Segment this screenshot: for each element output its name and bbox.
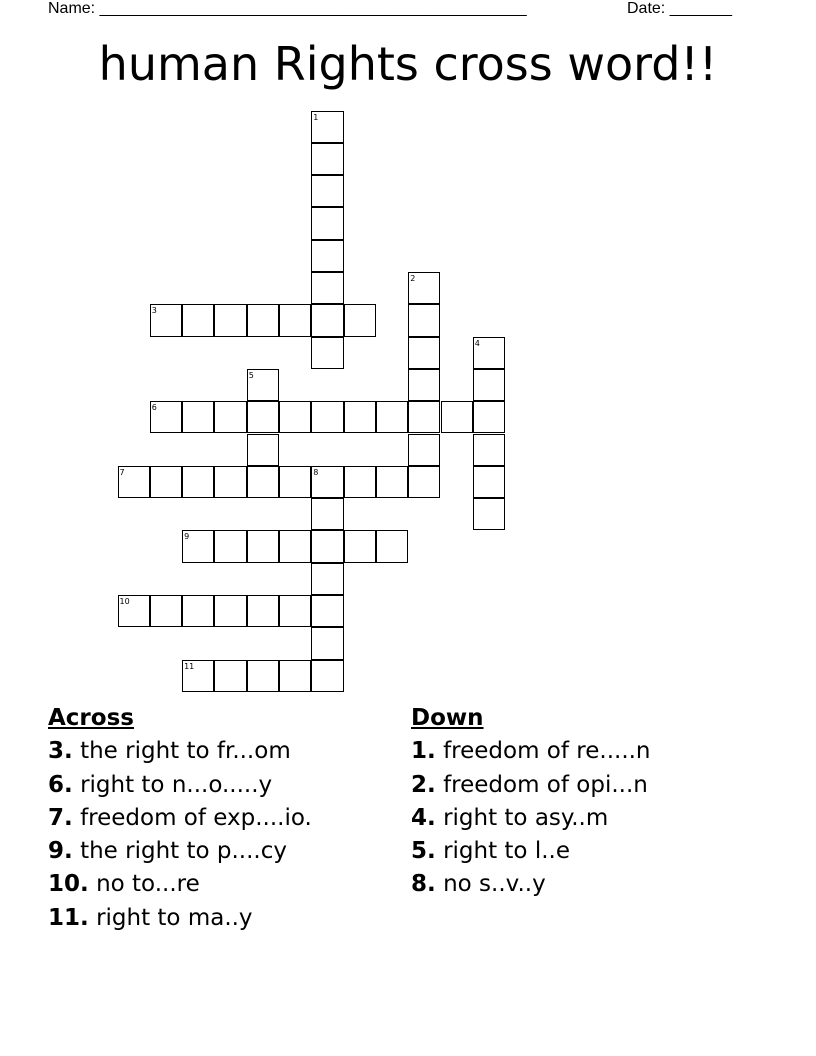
grid-cell[interactable] [214, 401, 246, 433]
grid-cell[interactable] [118, 466, 150, 498]
grid-cell[interactable] [311, 272, 343, 304]
grid-cell[interactable] [473, 498, 505, 530]
grid-cell[interactable] [214, 660, 246, 692]
grid-cell[interactable] [311, 466, 343, 498]
grid-cell[interactable] [279, 595, 311, 627]
clue-number: 2 [410, 274, 416, 283]
clue-number: 9 [184, 532, 190, 542]
grid-cell[interactable] [150, 401, 182, 433]
across-heading: Across [48, 705, 134, 731]
grid-cell[interactable] [311, 337, 343, 369]
grid-cell[interactable] [279, 660, 311, 692]
clue-item [411, 735, 651, 768]
grid-cell[interactable] [311, 401, 343, 433]
clue-item-text: freedom of exp....io. [80, 804, 312, 831]
clue-item-text: right to l..e [443, 838, 570, 865]
clue-item-text: right to n...o.....y [80, 771, 273, 798]
grid-cell[interactable] [376, 530, 408, 562]
grid-cell[interactable] [473, 337, 505, 369]
clue-number: 4 [474, 338, 480, 348]
grid-cell[interactable] [344, 530, 376, 562]
grid-cell[interactable] [473, 434, 505, 466]
clue-item [48, 802, 312, 835]
clue-item-text: right to asy..m [443, 804, 609, 831]
down-heading: Down [411, 705, 484, 731]
grid-cell[interactable] [311, 143, 343, 175]
grid-cell[interactable] [247, 530, 279, 562]
grid-cell[interactable] [279, 401, 311, 433]
clue-item-text: no to...re [96, 871, 200, 898]
grid-cell[interactable] [247, 401, 279, 433]
grid-cell[interactable] [247, 466, 279, 498]
grid-cell[interactable] [182, 660, 214, 692]
name-field[interactable]: Name: ________________________________________________ [48, 0, 527, 17]
grid-cell[interactable] [311, 175, 343, 207]
grid-cell[interactable] [311, 498, 343, 530]
across-clues [48, 702, 312, 935]
clue-number: 5 [248, 370, 254, 380]
grid-cell[interactable] [214, 530, 246, 562]
grid-cell[interactable] [279, 466, 311, 498]
grid-cell[interactable] [473, 401, 505, 433]
grid-cell[interactable] [247, 595, 279, 627]
clue-item-text: no s..v..y [443, 871, 546, 898]
grid-cell[interactable] [247, 369, 279, 401]
grid-cell[interactable] [279, 304, 311, 336]
grid-cell[interactable] [247, 660, 279, 692]
clue-number: 7 [119, 467, 125, 477]
clue-number: 3 [151, 306, 157, 316]
clue-item-text: freedom of opi...n [443, 771, 648, 798]
grid-cell[interactable] [182, 401, 214, 433]
down-clues [411, 702, 651, 902]
clue-item-number: 6. [48, 771, 73, 798]
clue-item-number: 2. [411, 771, 436, 798]
grid-cell[interactable] [311, 627, 343, 659]
grid-cell[interactable] [408, 304, 440, 336]
clue-number: 11 [184, 661, 195, 671]
grid-cell[interactable] [408, 401, 440, 433]
grid-cell[interactable] [473, 466, 505, 498]
clue-item [48, 835, 312, 868]
clue-number: 8 [313, 467, 319, 477]
grid-cell[interactable] [376, 401, 408, 433]
grid-cell[interactable] [247, 434, 279, 466]
clue-item-number: 3. [48, 738, 73, 765]
grid-cell[interactable] [118, 595, 150, 627]
grid-cell[interactable] [311, 240, 343, 272]
grid-cell[interactable] [214, 304, 246, 336]
clue-item-number: 7. [48, 804, 73, 831]
clue-item [48, 735, 312, 768]
grid-cell[interactable] [311, 207, 343, 239]
grid-cell[interactable] [408, 337, 440, 369]
clue-item-text: freedom of re.....n [443, 738, 651, 765]
grid-cell[interactable] [311, 660, 343, 692]
clue-item-number: 10. [48, 871, 89, 898]
grid-cell[interactable] [408, 272, 440, 304]
clue-item [411, 835, 651, 868]
grid-cell[interactable] [344, 401, 376, 433]
clue-number: 1 [313, 112, 319, 122]
clue-item-text: right to ma..y [96, 904, 253, 931]
grid-cell[interactable] [311, 111, 343, 143]
grid-cell[interactable] [182, 466, 214, 498]
grid-cell[interactable] [182, 530, 214, 562]
clue-item [48, 868, 312, 901]
clue-item [48, 902, 312, 935]
grid-cell[interactable] [214, 466, 246, 498]
grid-cell[interactable] [408, 466, 440, 498]
grid-cell[interactable] [214, 595, 246, 627]
clue-item-number: 11. [48, 904, 89, 931]
grid-cell[interactable] [247, 304, 279, 336]
grid-cell[interactable] [311, 530, 343, 562]
grid-cell[interactable] [408, 369, 440, 401]
grid-cell[interactable] [344, 466, 376, 498]
clue-number: 6 [151, 403, 157, 413]
grid-cell[interactable] [344, 304, 376, 336]
grid-cell[interactable] [182, 304, 214, 336]
grid-cell[interactable] [376, 466, 408, 498]
grid-cell[interactable] [473, 369, 505, 401]
grid-cell[interactable] [150, 304, 182, 336]
clue-item [411, 802, 651, 835]
clue-item-text: the right to fr...om [80, 738, 291, 765]
puzzle-title: human Rights cross word!! [98, 37, 718, 91]
date-field[interactable]: Date: _______ [627, 0, 732, 17]
clue-item [48, 769, 312, 802]
grid-cell[interactable] [311, 563, 343, 595]
grid-cell[interactable] [182, 595, 214, 627]
grid-cell[interactable] [279, 530, 311, 562]
grid-cell[interactable] [150, 595, 182, 627]
clue-item-number: 5. [411, 838, 436, 865]
clue-item-number: 4. [411, 804, 436, 831]
clue-item [411, 868, 651, 901]
clue-item-number: 8. [411, 871, 436, 898]
clue-item [411, 769, 651, 802]
clue-item-number: 9. [48, 838, 73, 865]
grid-cell[interactable] [441, 401, 473, 433]
grid-cell[interactable] [311, 595, 343, 627]
grid-cell[interactable] [311, 304, 343, 336]
grid-cell[interactable] [408, 434, 440, 466]
clue-item-number: 1. [411, 738, 436, 765]
clue-number: 10 [119, 597, 130, 606]
grid-cell[interactable] [150, 466, 182, 498]
clue-item-text: the right to p....cy [80, 838, 287, 865]
